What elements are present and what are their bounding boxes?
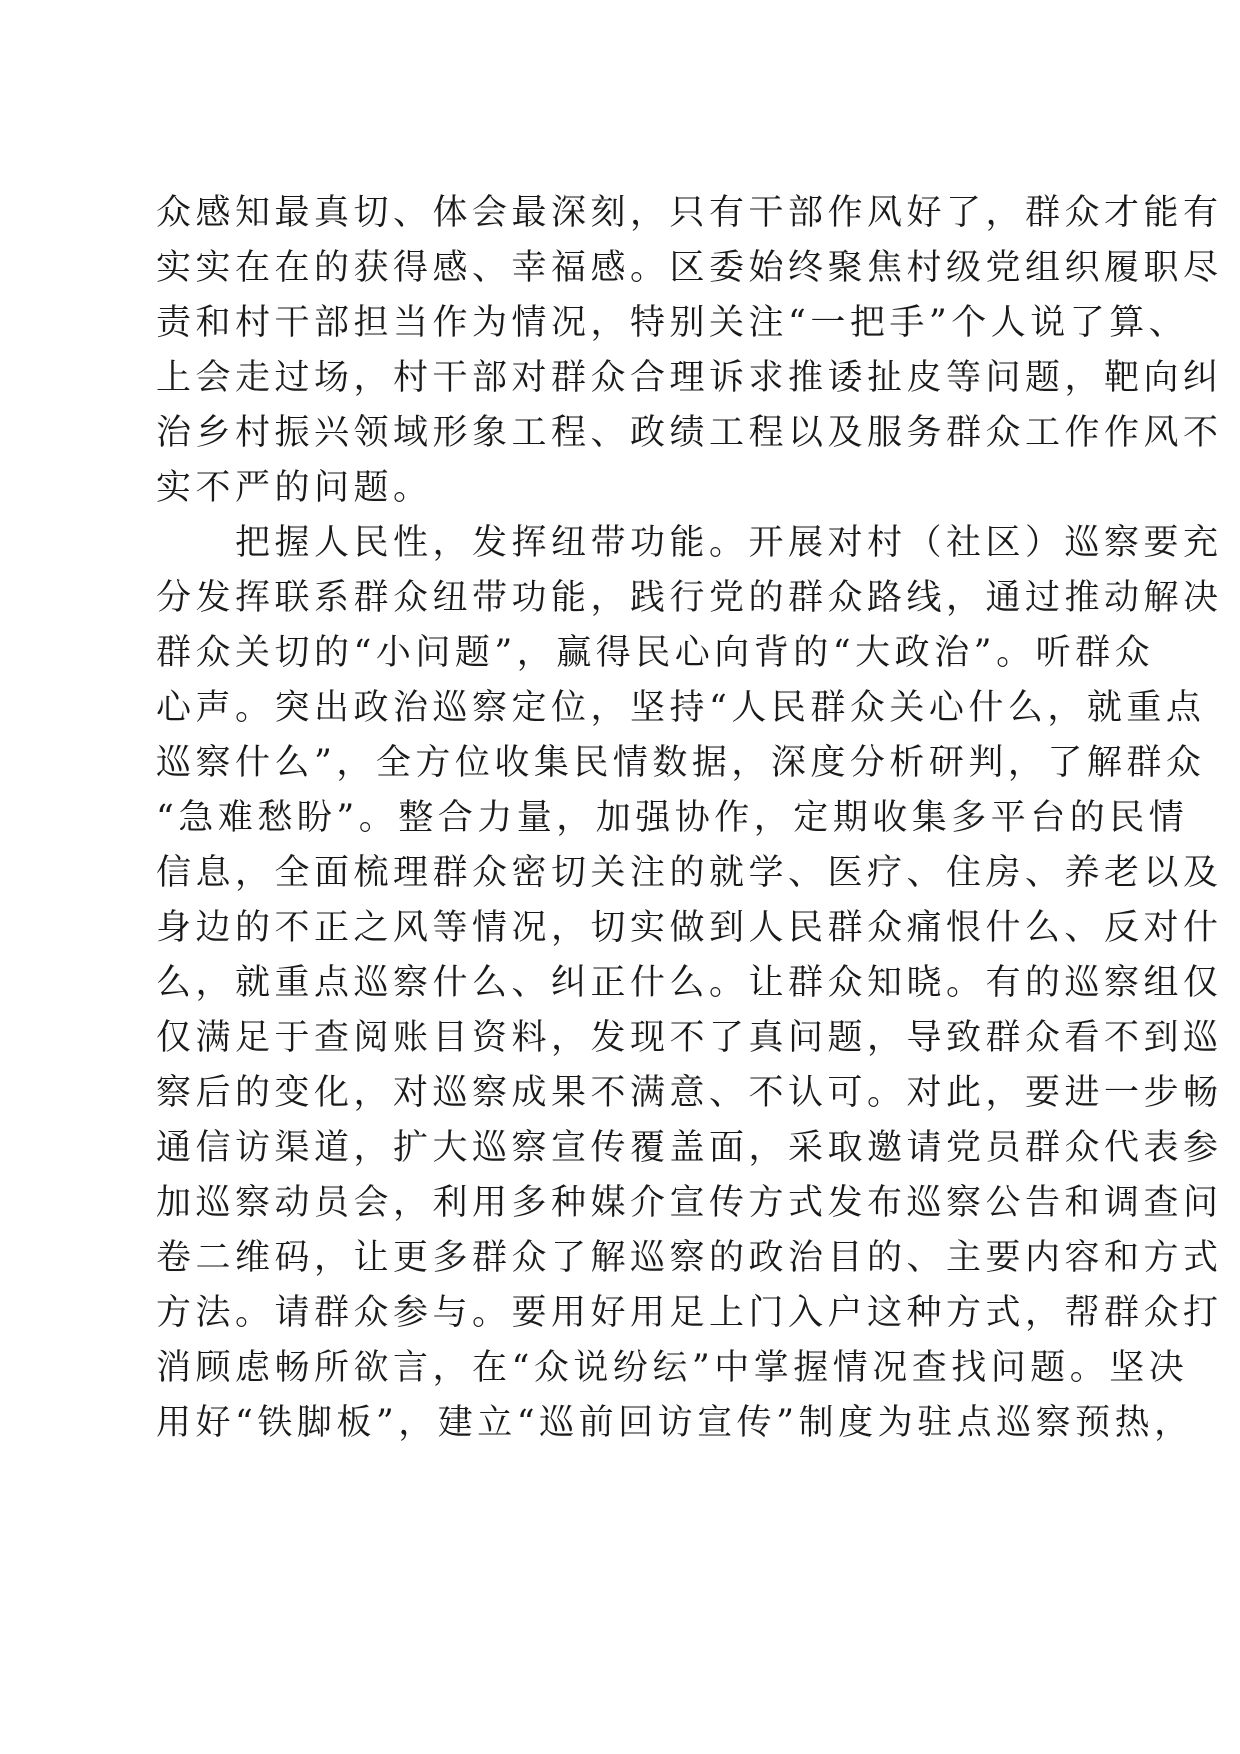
text-line: 卷二维码，让更多群众了解巡察的政治目的、主要内容和方式 [156, 1238, 1223, 1278]
text-line: 么，就重点巡察什么、纠正什么。让群众知晓。有的巡察组仅 [156, 963, 1223, 1003]
text-line: 分发挥联系群众纽带功能，践行党的群众路线，通过推动解决 [156, 578, 1223, 618]
text-line: 仅满足于查阅账目资料，发现不了真问题，导致群众看不到巡 [156, 1018, 1223, 1058]
text-line: 察后的变化，对巡察成果不满意、不认可。对此，要进一步畅 [156, 1073, 1223, 1113]
text-line: 巡察什么”，全方位收集民情数据，深度分析研判，了解群众 [156, 743, 1206, 783]
text-line: 群众关切的“小问题”，赢得民心向背的“大政治”。听群众 [156, 633, 1155, 673]
text-line: 责和村干部担当作为情况，特别关注“一把手”个人说了算、 [156, 303, 1189, 343]
text-line: 众感知最真切、体会最深刻，只有干部作风好了，群众才能有 [156, 193, 1223, 233]
text-line: 把握人民性，发挥纽带功能。开展对村（社区）巡察要充 [156, 523, 1223, 563]
text-line: 心声。突出政治巡察定位，坚持“人民群众关心什么，就重点 [156, 688, 1206, 728]
text-line: 方法。请群众参与。要用好用足上门入户这种方式，帮群众打 [156, 1293, 1223, 1333]
text-line: 实不严的问题。 [156, 468, 433, 508]
text-line: 消顾虑畅所欲言，在“众说纷纭”中掌握情况查找问题。坚决 [156, 1348, 1189, 1388]
text-line: 治乡村振兴领域形象工程、政绩工程以及服务群众工作作风不 [156, 413, 1223, 453]
text-line: 信息，全面梳理群众密切关注的就学、医疗、住房、养老以及 [156, 853, 1223, 893]
text-line: 加巡察动员会，利用多种媒介宣传方式发布巡察公告和调查问 [156, 1183, 1223, 1223]
text-line: 通信访渠道，扩大巡察宣传覆盖面，采取邀请党员群众代表参 [156, 1128, 1223, 1168]
text-line: 实实在在的获得感、幸福感。区委始终聚焦村级党组织履职尽 [156, 248, 1223, 288]
text-line: 上会走过场，村干部对群众合理诉求推诿扯皮等问题，靶向纠 [156, 358, 1223, 398]
body-text [156, 186, 1223, 1451]
text-line: 身边的不正之风等情况，切实做到人民群众痛恨什么、反对什 [156, 908, 1223, 948]
text-line: “急难愁盼”。整合力量，加强协作，定期收集多平台的民情 [156, 798, 1189, 838]
text-line: 用好“铁脚板”，建立“巡前回访宣传”制度为驻点巡察预热， [156, 1403, 1194, 1443]
